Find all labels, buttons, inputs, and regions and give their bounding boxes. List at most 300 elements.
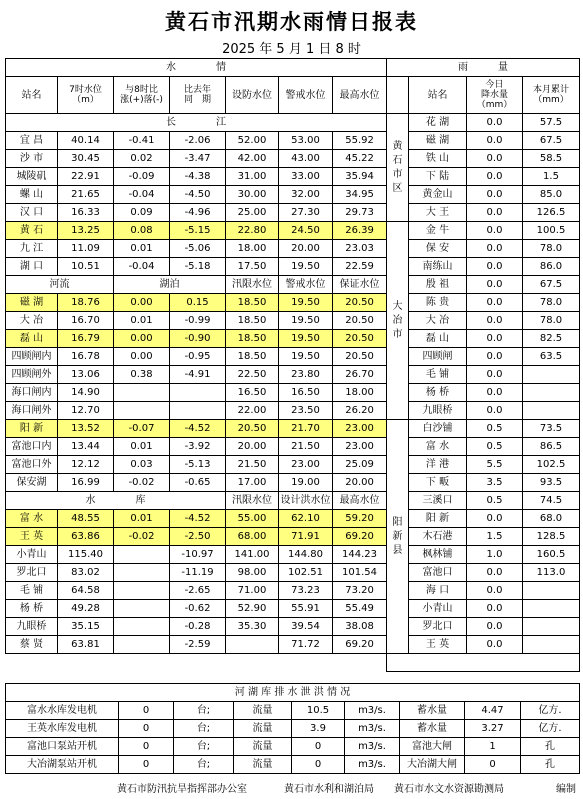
- rain-row: [387, 600, 580, 618]
- year-over-year: -4.96: [170, 204, 226, 222]
- water-level: 48.55: [58, 510, 114, 528]
- rain-month: 160.5: [523, 546, 580, 564]
- station-name: 王 英: [6, 528, 58, 546]
- limit-level-b: 20.00: [279, 240, 333, 258]
- limit-level-c: 55.49: [333, 600, 387, 618]
- station-name: 磊 山: [6, 330, 58, 348]
- level-change: 0.09: [114, 204, 170, 222]
- level-change: 0.01: [114, 438, 170, 456]
- station-row: [6, 366, 387, 384]
- rain-row: [387, 492, 580, 510]
- station-row: [6, 546, 387, 564]
- year-over-year: -11.19: [170, 564, 226, 582]
- rain-header-row: [387, 77, 580, 114]
- limit-level-b: 71.72: [279, 636, 333, 654]
- level-change: 0.01: [114, 510, 170, 528]
- rain-row: [387, 618, 580, 636]
- rain-today: 0.0: [467, 384, 523, 402]
- water-header-row: [6, 77, 387, 114]
- water-level: 11.09: [58, 240, 114, 258]
- water-level: 16.78: [58, 348, 114, 366]
- limit-level-c: 22.59: [333, 258, 387, 276]
- limit-level-a: 52.90: [226, 600, 279, 618]
- level-change: [114, 600, 170, 618]
- limit-level-a: [226, 636, 279, 654]
- station-name: 沙 市: [6, 150, 58, 168]
- rain-month: 78.0: [523, 312, 580, 330]
- level-change: 0.00: [114, 294, 170, 312]
- rain-station-name: 大 冶: [409, 312, 467, 330]
- year-over-year: -3.92: [170, 438, 226, 456]
- water-level: 13.44: [58, 438, 114, 456]
- station-row: [6, 564, 387, 582]
- rain-row: [387, 240, 580, 258]
- limit-level-b: 19.50: [279, 258, 333, 276]
- rain-header-today: [467, 77, 523, 114]
- rain-station-name: 保 安: [409, 240, 467, 258]
- level-change: -0.09: [114, 168, 170, 186]
- year-over-year: -4.50: [170, 186, 226, 204]
- drainage-store: 4.47: [465, 702, 521, 720]
- limit-level-b: 23.00: [279, 456, 333, 474]
- drainage-count-unit: 台;: [174, 702, 234, 720]
- limit-level-a: 16.50: [226, 384, 279, 402]
- water-level: 13.52: [58, 420, 114, 438]
- water-level: 21.65: [58, 186, 114, 204]
- water-level: 16.79: [58, 330, 114, 348]
- limit-level-c: 38.08: [333, 618, 387, 636]
- limit-level-c: 23.00: [333, 420, 387, 438]
- station-row: [6, 240, 387, 258]
- rain-station-name: 铁 山: [409, 150, 467, 168]
- limit-level-a: 18.50: [226, 330, 279, 348]
- rain-month: 67.5: [523, 276, 580, 294]
- level-change: 0.38: [114, 366, 170, 384]
- station-name: 湖 口: [6, 258, 58, 276]
- year-over-year: -5.06: [170, 240, 226, 258]
- level-change: [114, 618, 170, 636]
- lake-header-warning: 警戒水位: [279, 276, 333, 294]
- year-over-year: 0.15: [170, 294, 226, 312]
- year-over-year: -4.52: [170, 510, 226, 528]
- rain-station-name: 下 陆: [409, 168, 467, 186]
- footer-org-water-bureau: 黄石市水利和湖泊局: [284, 784, 374, 795]
- reservoir-header-flood-limit: 汛限水位: [226, 492, 279, 510]
- drainage-count: 0: [119, 702, 174, 720]
- station-row: [6, 420, 387, 438]
- limit-level-b: 144.80: [279, 546, 333, 564]
- limit-level-b: 23.80: [279, 366, 333, 384]
- rain-blank-cell: [387, 654, 580, 672]
- limit-level-a: 42.00: [226, 150, 279, 168]
- level-change: [114, 636, 170, 654]
- header-yoy-sub: 同 期: [183, 95, 211, 105]
- rain-header-month-unit: （mm）: [533, 95, 569, 105]
- station-name: 大 冶: [6, 312, 58, 330]
- limit-level-b: 19.50: [279, 330, 333, 348]
- level-change: 0.00: [114, 330, 170, 348]
- rain-station-name: 枫林铺: [409, 546, 467, 564]
- header-station: 站名: [6, 77, 58, 114]
- rain-row: [387, 474, 580, 492]
- header-level-label: 7时水位: [69, 85, 102, 95]
- rain-row: [387, 204, 580, 222]
- year-over-year: -3.47: [170, 150, 226, 168]
- water-level: 16.70: [58, 312, 114, 330]
- drainage-row: [6, 756, 580, 774]
- limit-level-b: 21.50: [279, 438, 333, 456]
- limit-level-b: 27.30: [279, 204, 333, 222]
- reservoir-header-label: 水 库: [6, 492, 226, 510]
- rain-row: [387, 132, 580, 150]
- station-row: [6, 150, 387, 168]
- rain-today: 1.0: [467, 546, 523, 564]
- year-over-year: -4.52: [170, 420, 226, 438]
- station-row: [6, 384, 387, 402]
- year-over-year: -10.97: [170, 546, 226, 564]
- rain-today: 0.0: [467, 312, 523, 330]
- station-row: [6, 294, 387, 312]
- water-level: 13.25: [58, 222, 114, 240]
- rain-station-name: 磊 山: [409, 330, 467, 348]
- station-name: 宜 昌: [6, 132, 58, 150]
- rain-month: 58.5: [523, 150, 580, 168]
- limit-level-c: 20.50: [333, 312, 387, 330]
- drainage-row: [6, 738, 580, 756]
- rain-header-today-label: 今日: [485, 80, 504, 90]
- limit-level-c: 23.03: [333, 240, 387, 258]
- station-row: [6, 168, 387, 186]
- limit-level-a: 18.50: [226, 348, 279, 366]
- limit-level-c: 18.00: [333, 384, 387, 402]
- header-level: [58, 77, 114, 114]
- limit-level-b: 71.91: [279, 528, 333, 546]
- rain-group-label-text: 大冶市: [392, 300, 403, 340]
- water-level: 18.76: [58, 294, 114, 312]
- year-over-year: -2.65: [170, 582, 226, 600]
- rain-today: 0.0: [467, 636, 523, 654]
- station-name: 海口闸内: [6, 384, 58, 402]
- station-row: [6, 618, 387, 636]
- drainage-row: [6, 702, 580, 720]
- drainage-store-unit: 孔: [521, 756, 580, 774]
- rain-row: [387, 384, 580, 402]
- rain-today: 0.5: [467, 420, 523, 438]
- drainage-flow: 0: [292, 756, 345, 774]
- rain-row: [387, 186, 580, 204]
- rain-row: [387, 168, 580, 186]
- year-over-year: -5.18: [170, 258, 226, 276]
- rain-month: 126.5: [523, 204, 580, 222]
- rain-today: 0.0: [467, 582, 523, 600]
- footer-org-hydrology-bureau: 黄石市水文水资源勘测局: [394, 784, 504, 795]
- station-row: [6, 204, 387, 222]
- lake-header-row: [6, 276, 387, 294]
- limit-level-b: 16.50: [279, 384, 333, 402]
- limit-level-b: 19.50: [279, 294, 333, 312]
- rain-row: [387, 564, 580, 582]
- limit-level-c: 26.39: [333, 222, 387, 240]
- rain-month: [523, 366, 580, 384]
- station-row: [6, 330, 387, 348]
- level-change: [114, 546, 170, 564]
- lake-header-flood-limit: 汛限水位: [226, 276, 279, 294]
- drainage-row: [6, 720, 580, 738]
- year-over-year: -4.91: [170, 366, 226, 384]
- station-row: [6, 528, 387, 546]
- rain-today: 0.0: [467, 186, 523, 204]
- drainage-flow-unit: m3/s.: [345, 702, 400, 720]
- water-level: 16.99: [58, 474, 114, 492]
- rain-row: [387, 582, 580, 600]
- station-name: 阳 新: [6, 420, 58, 438]
- rain-month: 102.5: [523, 456, 580, 474]
- rain-month: 57.5: [523, 114, 580, 132]
- header-diff-label: 与8时比: [125, 85, 158, 95]
- rain-row: [387, 528, 580, 546]
- rain-table: [386, 58, 580, 672]
- rain-month: 128.5: [523, 528, 580, 546]
- rain-month: 1.5: [523, 168, 580, 186]
- rain-month: 78.0: [523, 294, 580, 312]
- rain-today: 0.0: [467, 402, 523, 420]
- station-row: [6, 474, 387, 492]
- station-name: 蔡 贤: [6, 636, 58, 654]
- year-over-year: -2.59: [170, 636, 226, 654]
- rain-today: 0.0: [467, 564, 523, 582]
- rain-today: 0.0: [467, 132, 523, 150]
- rain-month: 68.0: [523, 510, 580, 528]
- header-yoy: [170, 77, 226, 114]
- level-change: [114, 564, 170, 582]
- rain-today: 0.0: [467, 510, 523, 528]
- limit-level-c: 55.92: [333, 132, 387, 150]
- rain-month: 86.0: [523, 258, 580, 276]
- limit-level-c: 144.23: [333, 546, 387, 564]
- limit-level-a: 18.50: [226, 312, 279, 330]
- limit-level-c: 26.20: [333, 402, 387, 420]
- station-name: 富池口外: [6, 456, 58, 474]
- level-change: 0.08: [114, 222, 170, 240]
- drainage-store-label: 蓄水量: [400, 702, 465, 720]
- year-over-year: -0.65: [170, 474, 226, 492]
- station-name: 小青山: [6, 546, 58, 564]
- limit-level-c: 69.20: [333, 636, 387, 654]
- limit-level-c: 34.95: [333, 186, 387, 204]
- limit-level-c: 101.54: [333, 564, 387, 582]
- rain-station-name: 四顾闸: [409, 348, 467, 366]
- station-name: 九眼桥: [6, 618, 58, 636]
- level-change: -0.04: [114, 186, 170, 204]
- limit-level-a: 141.00: [226, 546, 279, 564]
- limit-level-b: 39.54: [279, 618, 333, 636]
- drainage-flow-unit: m3/s.: [345, 738, 400, 756]
- drainage-count-unit: 台;: [174, 738, 234, 756]
- rain-group-label-text: 黄石市区: [392, 140, 403, 194]
- rain-station-name: 大 王: [409, 204, 467, 222]
- rain-header-today-unit: （mm）: [476, 100, 513, 110]
- rain-header-blank: [387, 77, 409, 114]
- rain-today: 5.5: [467, 456, 523, 474]
- rain-station-name: 下 畈: [409, 474, 467, 492]
- level-change: -0.04: [114, 258, 170, 276]
- level-change: [114, 582, 170, 600]
- station-row: [6, 600, 387, 618]
- limit-level-c: 73.20: [333, 582, 387, 600]
- station-row: [6, 348, 387, 366]
- header-level-unit: （m）: [72, 95, 99, 105]
- rain-header-station: 站名: [409, 77, 467, 114]
- drainage-flow: 0: [292, 738, 345, 756]
- station-name: 四顾闸外: [6, 366, 58, 384]
- drainage-count-unit: 台;: [174, 756, 234, 774]
- drainage-store-unit: 孔: [521, 738, 580, 756]
- rain-row: [387, 546, 580, 564]
- water-level: 49.28: [58, 600, 114, 618]
- limit-level-b: 21.70: [279, 420, 333, 438]
- rain-header-month-label: 本月累计: [532, 85, 569, 95]
- level-change: -0.02: [114, 528, 170, 546]
- limit-level-a: 18.50: [226, 294, 279, 312]
- water-level: 63.86: [58, 528, 114, 546]
- drainage-flow-label: 流量: [234, 738, 292, 756]
- rain-group-label-text: 阳新县: [392, 516, 403, 556]
- limit-level-a: 20.50: [226, 420, 279, 438]
- station-name: 杨 桥: [6, 600, 58, 618]
- rain-station-name: 小青山: [409, 600, 467, 618]
- limit-level-b: 73.23: [279, 582, 333, 600]
- drainage-store-label: 大冶湖大闸: [400, 756, 465, 774]
- limit-level-a: 21.50: [226, 456, 279, 474]
- rain-today: 0.0: [467, 168, 523, 186]
- drainage-flow: 3.9: [292, 720, 345, 738]
- station-name: 富 水: [6, 510, 58, 528]
- header-fortify-level: 设防水位: [226, 77, 279, 114]
- limit-level-a: 22.50: [226, 366, 279, 384]
- reservoir-header-row: [6, 492, 387, 510]
- station-row: [6, 258, 387, 276]
- limit-level-a: 25.00: [226, 204, 279, 222]
- rain-row: [387, 456, 580, 474]
- station-name: 海口闸外: [6, 402, 58, 420]
- rain-month: 63.5: [523, 348, 580, 366]
- rain-today: 0.0: [467, 600, 523, 618]
- rain-today: 3.5: [467, 474, 523, 492]
- limit-level-a: 20.00: [226, 438, 279, 456]
- rain-month: 74.5: [523, 492, 580, 510]
- drainage-count-unit: 台;: [174, 720, 234, 738]
- rain-station-name: 九眼桥: [409, 402, 467, 420]
- station-name: 罗北口: [6, 564, 58, 582]
- year-over-year: [170, 402, 226, 420]
- rain-station-name: 阳 新: [409, 510, 467, 528]
- limit-level-c: 20.00: [333, 474, 387, 492]
- limit-level-b: 53.00: [279, 132, 333, 150]
- rain-station-name: 三溪口: [409, 492, 467, 510]
- limit-level-c: 35.94: [333, 168, 387, 186]
- report-title: 黄石市汛期水雨情日报表: [165, 9, 418, 34]
- rain-month: 86.5: [523, 438, 580, 456]
- drainage-flow-label: 流量: [234, 756, 292, 774]
- lake-header-river: 河流: [6, 276, 114, 294]
- rain-row: [387, 258, 580, 276]
- station-name: 富池口内: [6, 438, 58, 456]
- year-over-year: -0.99: [170, 312, 226, 330]
- year-over-year: -2.50: [170, 528, 226, 546]
- year-over-year: -5.13: [170, 456, 226, 474]
- rain-station-name: 金 牛: [409, 222, 467, 240]
- drainage-store-label: 富池大闸: [400, 738, 465, 756]
- station-row: [6, 582, 387, 600]
- drainage-facility: 富池口泵站开机: [6, 738, 119, 756]
- rain-station-name: 王 英: [409, 636, 467, 654]
- rain-blank-row: [387, 654, 580, 672]
- rain-group-label: [387, 222, 409, 420]
- water-section-row: [6, 59, 387, 77]
- water-level: 12.70: [58, 402, 114, 420]
- drainage-facility: 王英水库发电机: [6, 720, 119, 738]
- drainage-facility: 富水水库发电机: [6, 702, 119, 720]
- year-over-year: -0.90: [170, 330, 226, 348]
- limit-level-b: 55.91: [279, 600, 333, 618]
- limit-level-b: 62.10: [279, 510, 333, 528]
- rain-today: 0.0: [467, 114, 523, 132]
- station-row: [6, 510, 387, 528]
- station-name: 黄 石: [6, 222, 58, 240]
- drainage-flow-unit: m3/s.: [345, 720, 400, 738]
- level-change: [114, 402, 170, 420]
- reservoir-header-design-flood: 设计洪水位: [279, 492, 333, 510]
- station-row: [6, 186, 387, 204]
- water-section-title: 水 情: [6, 59, 387, 77]
- rain-station-name: 杨 桥: [409, 384, 467, 402]
- rain-month: [523, 618, 580, 636]
- report-date: 2025 年 5 月 1 日 8 时: [222, 42, 361, 57]
- limit-level-b: 43.00: [279, 150, 333, 168]
- drainage-store-unit: 亿方.: [521, 702, 580, 720]
- station-name: 毛 铺: [6, 582, 58, 600]
- rain-row: [387, 438, 580, 456]
- rain-today: 0.0: [467, 258, 523, 276]
- limit-level-c: 20.50: [333, 348, 387, 366]
- rain-month: 67.5: [523, 132, 580, 150]
- limit-level-a: 17.50: [226, 258, 279, 276]
- rain-month: 93.5: [523, 474, 580, 492]
- limit-level-a: 22.80: [226, 222, 279, 240]
- drainage-title-row: [6, 684, 580, 702]
- water-level: 13.06: [58, 366, 114, 384]
- rain-group-label: [387, 114, 409, 222]
- rain-today: 0.0: [467, 222, 523, 240]
- limit-level-a: 22.00: [226, 402, 279, 420]
- level-change: -0.07: [114, 420, 170, 438]
- limit-level-b: 33.00: [279, 168, 333, 186]
- rain-month: [523, 402, 580, 420]
- rain-row: [387, 222, 580, 240]
- rain-row: [387, 294, 580, 312]
- rain-section-title: 雨 量: [387, 59, 580, 77]
- rain-station-name: 黄金山: [409, 186, 467, 204]
- rain-today: 0.0: [467, 240, 523, 258]
- water-level: 64.58: [58, 582, 114, 600]
- drainage-title: 河 湖 库 排 水 泄 洪 情 况: [6, 684, 580, 702]
- limit-level-a: 55.00: [226, 510, 279, 528]
- rain-station-name: 罗北口: [409, 618, 467, 636]
- station-name: 城陵矶: [6, 168, 58, 186]
- rain-station-name: 白沙铺: [409, 420, 467, 438]
- year-over-year: -0.95: [170, 348, 226, 366]
- level-change: 0.03: [114, 456, 170, 474]
